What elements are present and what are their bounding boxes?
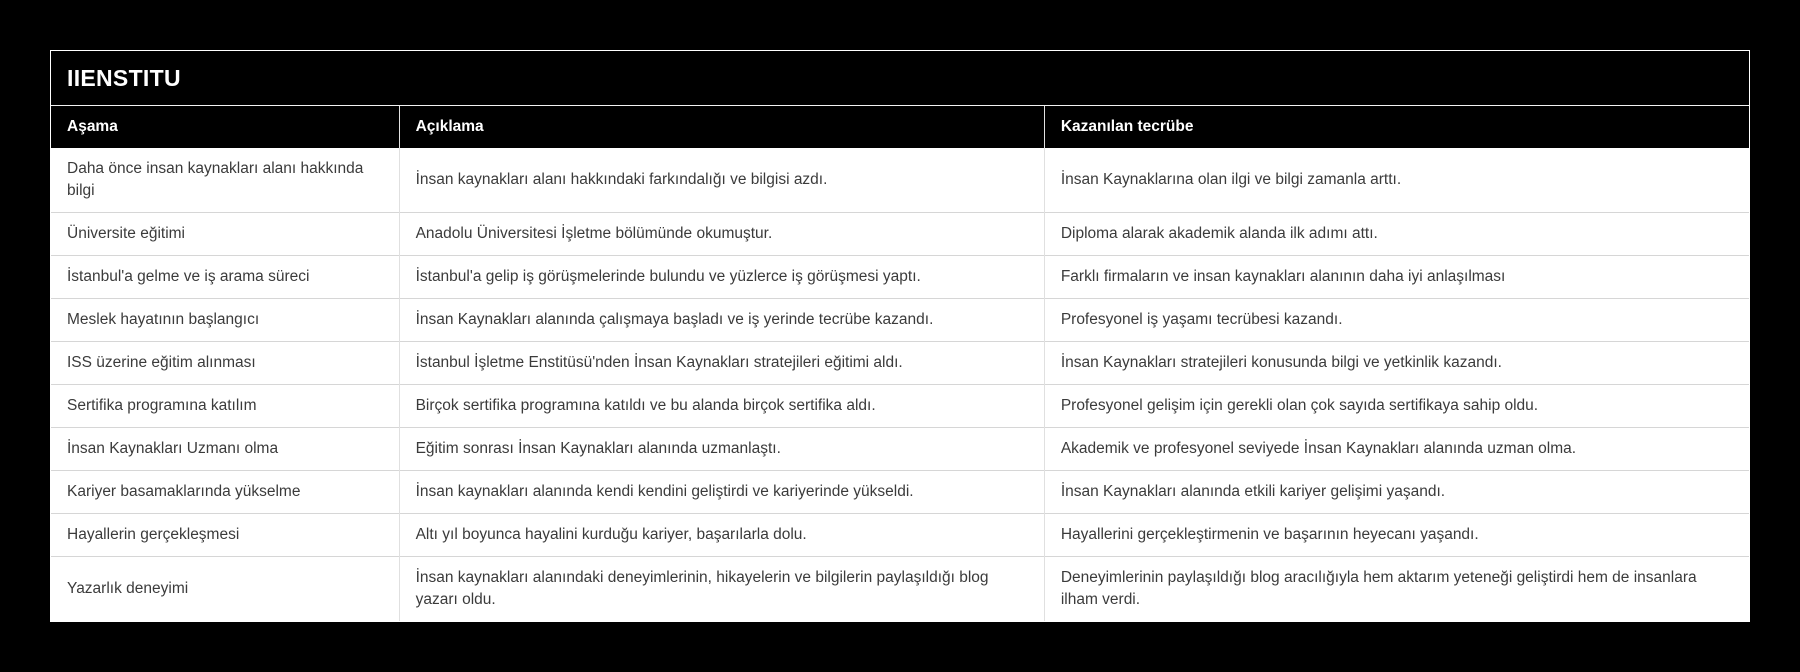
table-row: [51, 148, 1749, 213]
cell-aciklama: İnsan kaynakları alanında kendi kendini geliştirdi ve kariyerinde yükseldi.: [399, 471, 1044, 514]
table-row: [51, 557, 1749, 622]
cell-kazanilan-tecrube: Akademik ve profesyonel seviyede İnsan Kaynakları alanında uzman olma.: [1044, 428, 1749, 471]
cell-aciklama: İstanbul İşletme Enstitüsü'nden İnsan Kaynakları stratejileri eğitimi aldı.: [399, 342, 1044, 385]
table-row: [51, 471, 1749, 514]
cell-kazanilan-tecrube: Farklı firmaların ve insan kaynakları alanının daha iyi anlaşılması: [1044, 256, 1749, 299]
table-row: [51, 213, 1749, 256]
cell-kazanilan-tecrube: Hayallerini gerçekleştirmenin ve başarının heyecanı yaşandı.: [1044, 514, 1749, 557]
cell-aciklama: İnsan Kaynakları alanında çalışmaya başladı ve iş yerinde tecrübe kazandı.: [399, 299, 1044, 342]
cell-kazanilan-tecrube: Deneyimlerinin paylaşıldığı blog aracılığıyla hem aktarım yeteneği geliştirdi hem de insanlara ilham verdi.: [1044, 557, 1749, 622]
table-row: [51, 342, 1749, 385]
cell-kazanilan-tecrube: Diploma alarak akademik alanda ilk adımı attı.: [1044, 213, 1749, 256]
table-title: IIENSTITU: [51, 51, 1749, 106]
cell-asama: Hayallerin gerçekleşmesi: [51, 514, 399, 557]
cell-aciklama: Eğitim sonrası İnsan Kaynakları alanında uzmanlaştı.: [399, 428, 1044, 471]
cell-asama: ISS üzerine eğitim alınması: [51, 342, 399, 385]
cell-kazanilan-tecrube: İnsan Kaynakları stratejileri konusunda bilgi ve yetkinlik kazandı.: [1044, 342, 1749, 385]
career-table: [51, 106, 1749, 621]
cell-asama: İnsan Kaynakları Uzmanı olma: [51, 428, 399, 471]
column-header-aciklama: Açıklama: [399, 106, 1044, 148]
cell-aciklama: İnsan kaynakları alanı hakkındaki farkındalığı ve bilgisi azdı.: [399, 148, 1044, 213]
table-header: [51, 106, 1749, 148]
column-header-kazanilan-tecrube: Kazanılan tecrübe: [1044, 106, 1749, 148]
table-row: [51, 428, 1749, 471]
cell-asama: Daha önce insan kaynakları alanı hakkında bilgi: [51, 148, 399, 213]
cell-kazanilan-tecrube: Profesyonel iş yaşamı tecrübesi kazandı.: [1044, 299, 1749, 342]
cell-aciklama: İnsan kaynakları alanındaki deneyimlerinin, hikayelerin ve bilgilerin paylaşıldığı blog yazarı oldu.: [399, 557, 1044, 622]
cell-asama: Yazarlık deneyimi: [51, 557, 399, 622]
cell-asama: İstanbul'a gelme ve iş arama süreci: [51, 256, 399, 299]
cell-kazanilan-tecrube: İnsan Kaynakları alanında etkili kariyer gelişimi yaşandı.: [1044, 471, 1749, 514]
table-row: [51, 256, 1749, 299]
cell-asama: Kariyer basamaklarında yükselme: [51, 471, 399, 514]
cell-asama: Sertifika programına katılım: [51, 385, 399, 428]
table-row: [51, 385, 1749, 428]
cell-asama: Meslek hayatının başlangıcı: [51, 299, 399, 342]
cell-kazanilan-tecrube: İnsan Kaynaklarına olan ilgi ve bilgi zamanla arttı.: [1044, 148, 1749, 213]
career-table-card: [50, 50, 1750, 622]
table-row: [51, 299, 1749, 342]
cell-aciklama: Birçok sertifika programına katıldı ve bu alanda birçok sertifika aldı.: [399, 385, 1044, 428]
column-header-asama: Aşama: [51, 106, 399, 148]
table-body: [51, 148, 1749, 621]
cell-asama: Üniversite eğitimi: [51, 213, 399, 256]
cell-aciklama: İstanbul'a gelip iş görüşmelerinde bulundu ve yüzlerce iş görüşmesi yaptı.: [399, 256, 1044, 299]
table-row: [51, 514, 1749, 557]
cell-aciklama: Anadolu Üniversitesi İşletme bölümünde okumuştur.: [399, 213, 1044, 256]
cell-kazanilan-tecrube: Profesyonel gelişim için gerekli olan çok sayıda sertifikaya sahip oldu.: [1044, 385, 1749, 428]
cell-aciklama: Altı yıl boyunca hayalini kurduğu kariyer, başarılarla dolu.: [399, 514, 1044, 557]
header-row: [51, 106, 1749, 148]
